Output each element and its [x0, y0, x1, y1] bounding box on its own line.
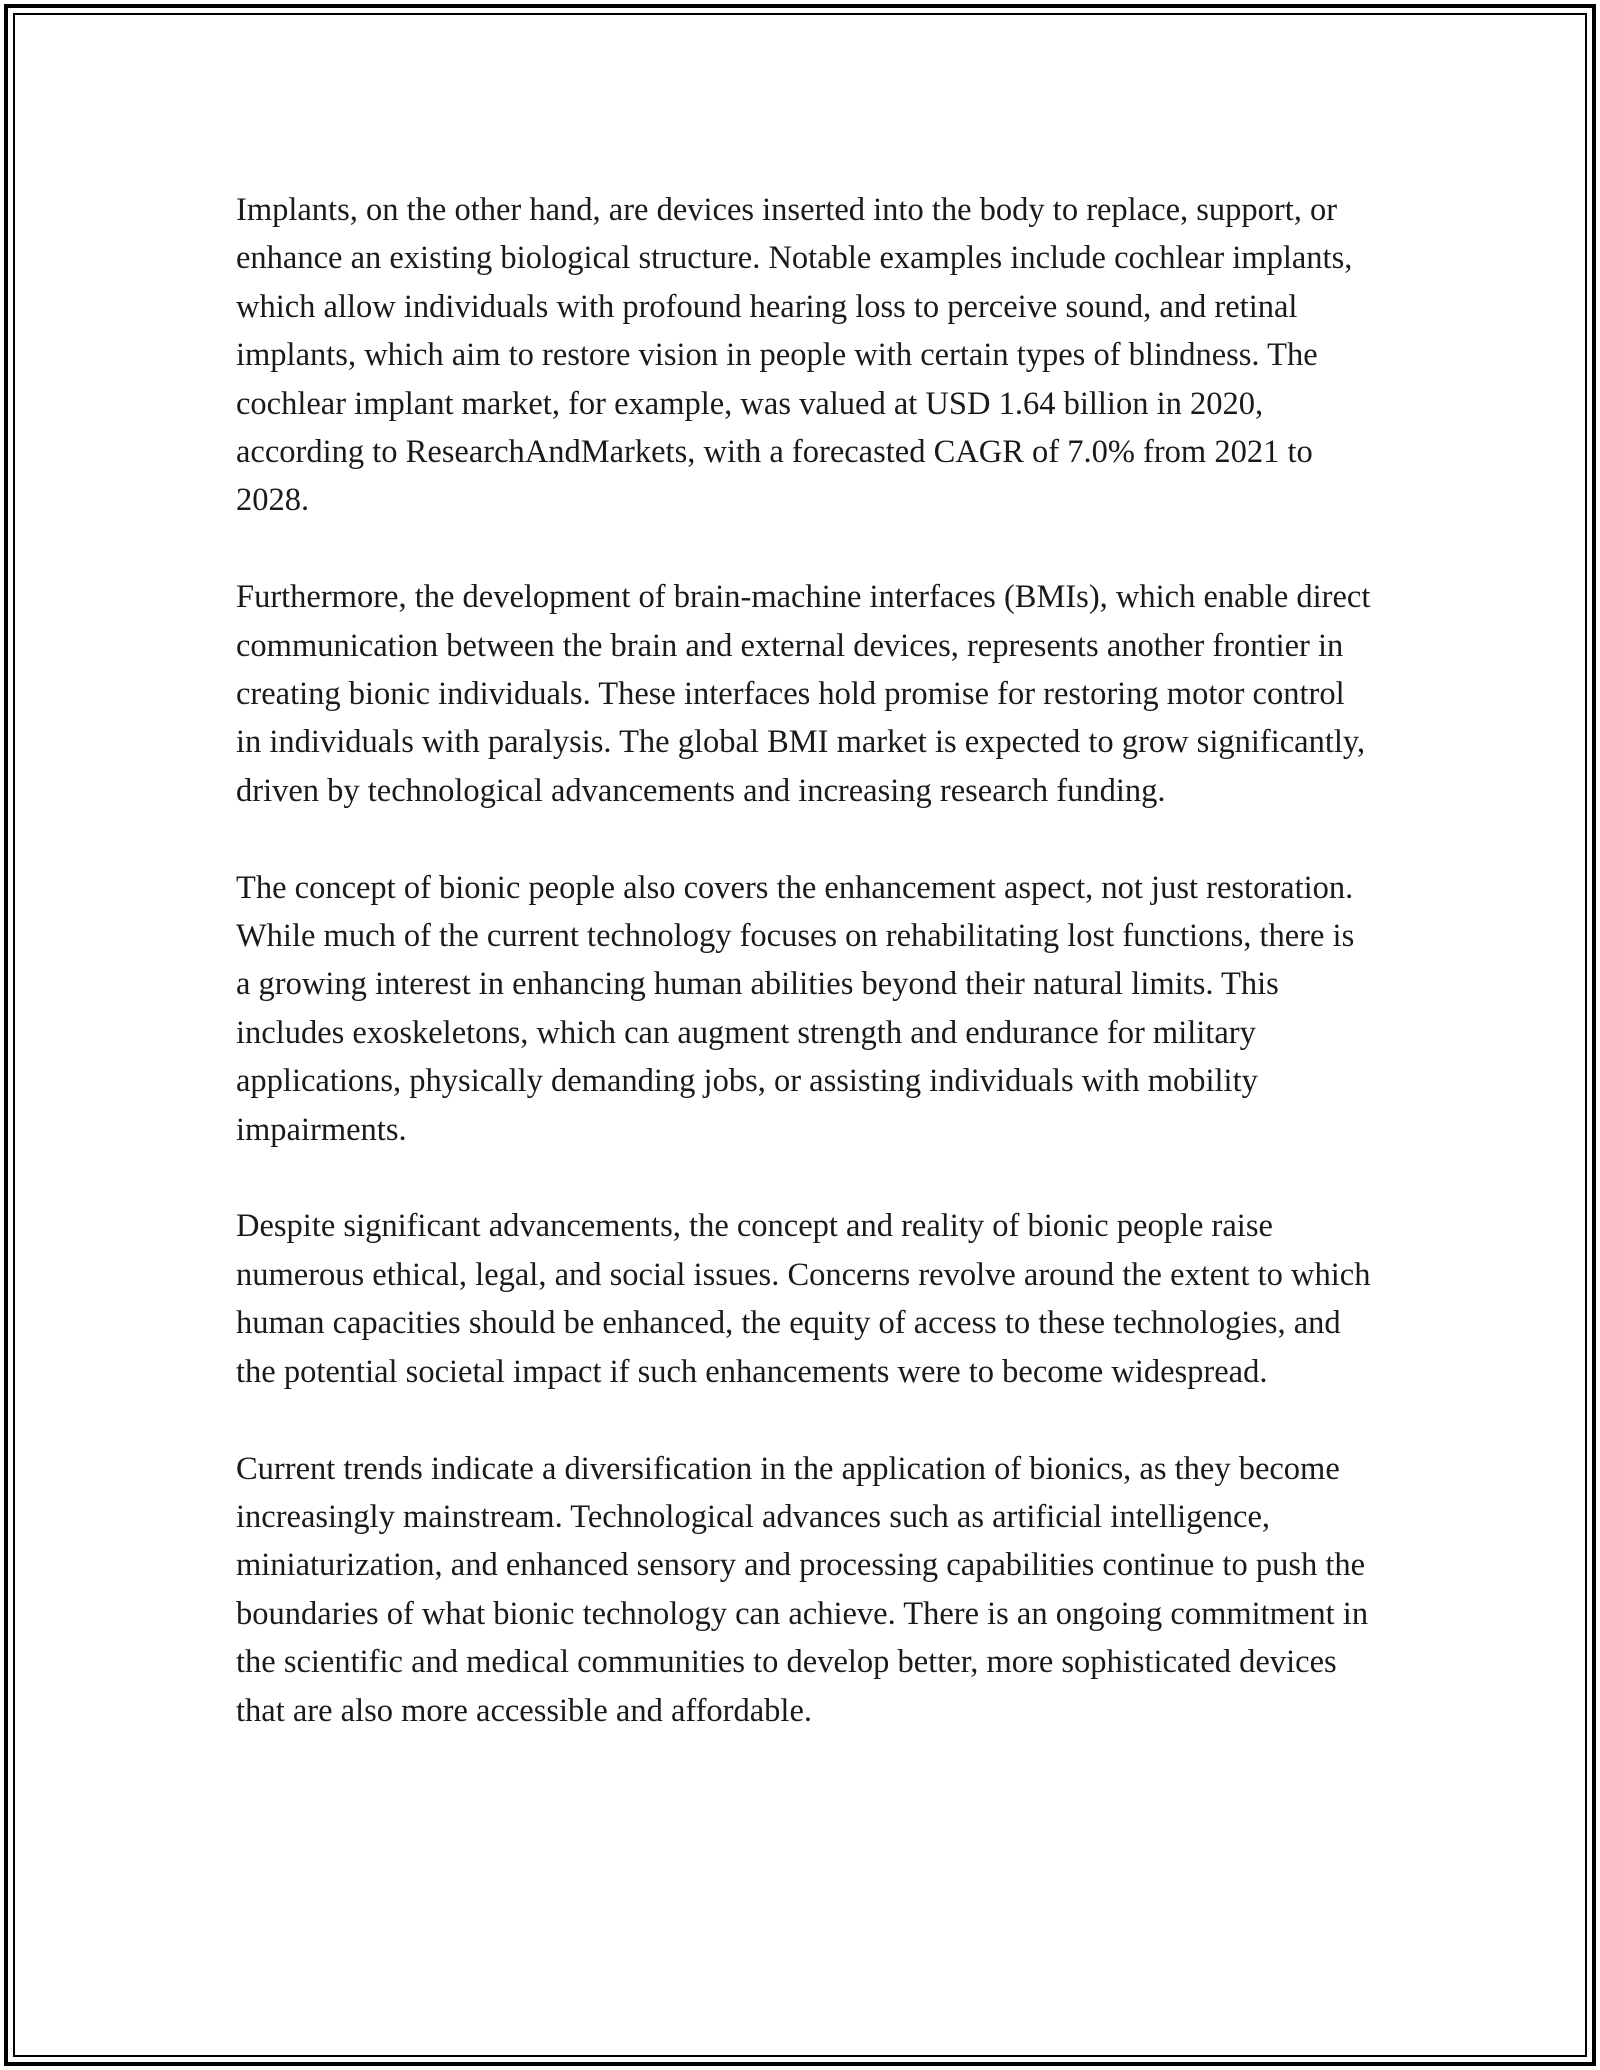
paragraph-ethical-issues: Despite significant advancements, the concept and reality of bionic people raise numerous ethical, legal, and social issues. Concerns revolve around the extent to which human capacities should be enhanced, the equity of access to these technologies, and the potential societal impact if such enhancements were to become widespread. — [236, 1208, 1371, 1390]
document-body — [236, 186, 1376, 1735]
paragraph-enhancement: The concept of bionic people also covers the enhancement aspect, not just restoration. While much of the current technology focuses on rehabilitating lost functions, there is a growing interest in enhancing human abilities beyond their natural limits. This includes exoskeletons, which can augment strength and endurance for military applications, physically demanding jobs, or assisting individuals with mobility impairments. — [236, 869, 1355, 1148]
paragraph-implants: Implants, on the other hand, are devices inserted into the body to replace, support, or enhance an existing biological structure. Notable examples include cochlear implants, which allow individuals with profound hearing loss to perceive sound, and retinal implants, which aim to restore vision in people with certain types of blindness. The cochlear implant market, for example, was valued at USD 1.64 billion in 2020, according to ResearchAndMarkets, with a forecasted CAGR of 7.0% from 2021 to 2028. — [236, 192, 1353, 519]
paragraph-brain-machine-interfaces: Furthermore, the development of brain-machine interfaces (BMIs), which enable direct communication between the brain and external devices, represents another frontier in creating bionic individuals. These interfaces hold promise for restoring motor control in individuals with paralysis. The global BMI market is expected to grow significantly, driven by technological advancements and increasing research funding. — [236, 579, 1371, 809]
paragraph-current-trends: Current trends indicate a diversification in the application of bionics, as they become increasingly mainstream. Technological advances such as artificial intelligence, miniaturization, and enhanced sensory and processing capabilities continue to push the boundaries of what bionic technology can achieve. There is an ongoing commitment in the scientific and medical communities to develop better, more sophisticated devices that are also more accessible and affordable. — [236, 1450, 1369, 1729]
